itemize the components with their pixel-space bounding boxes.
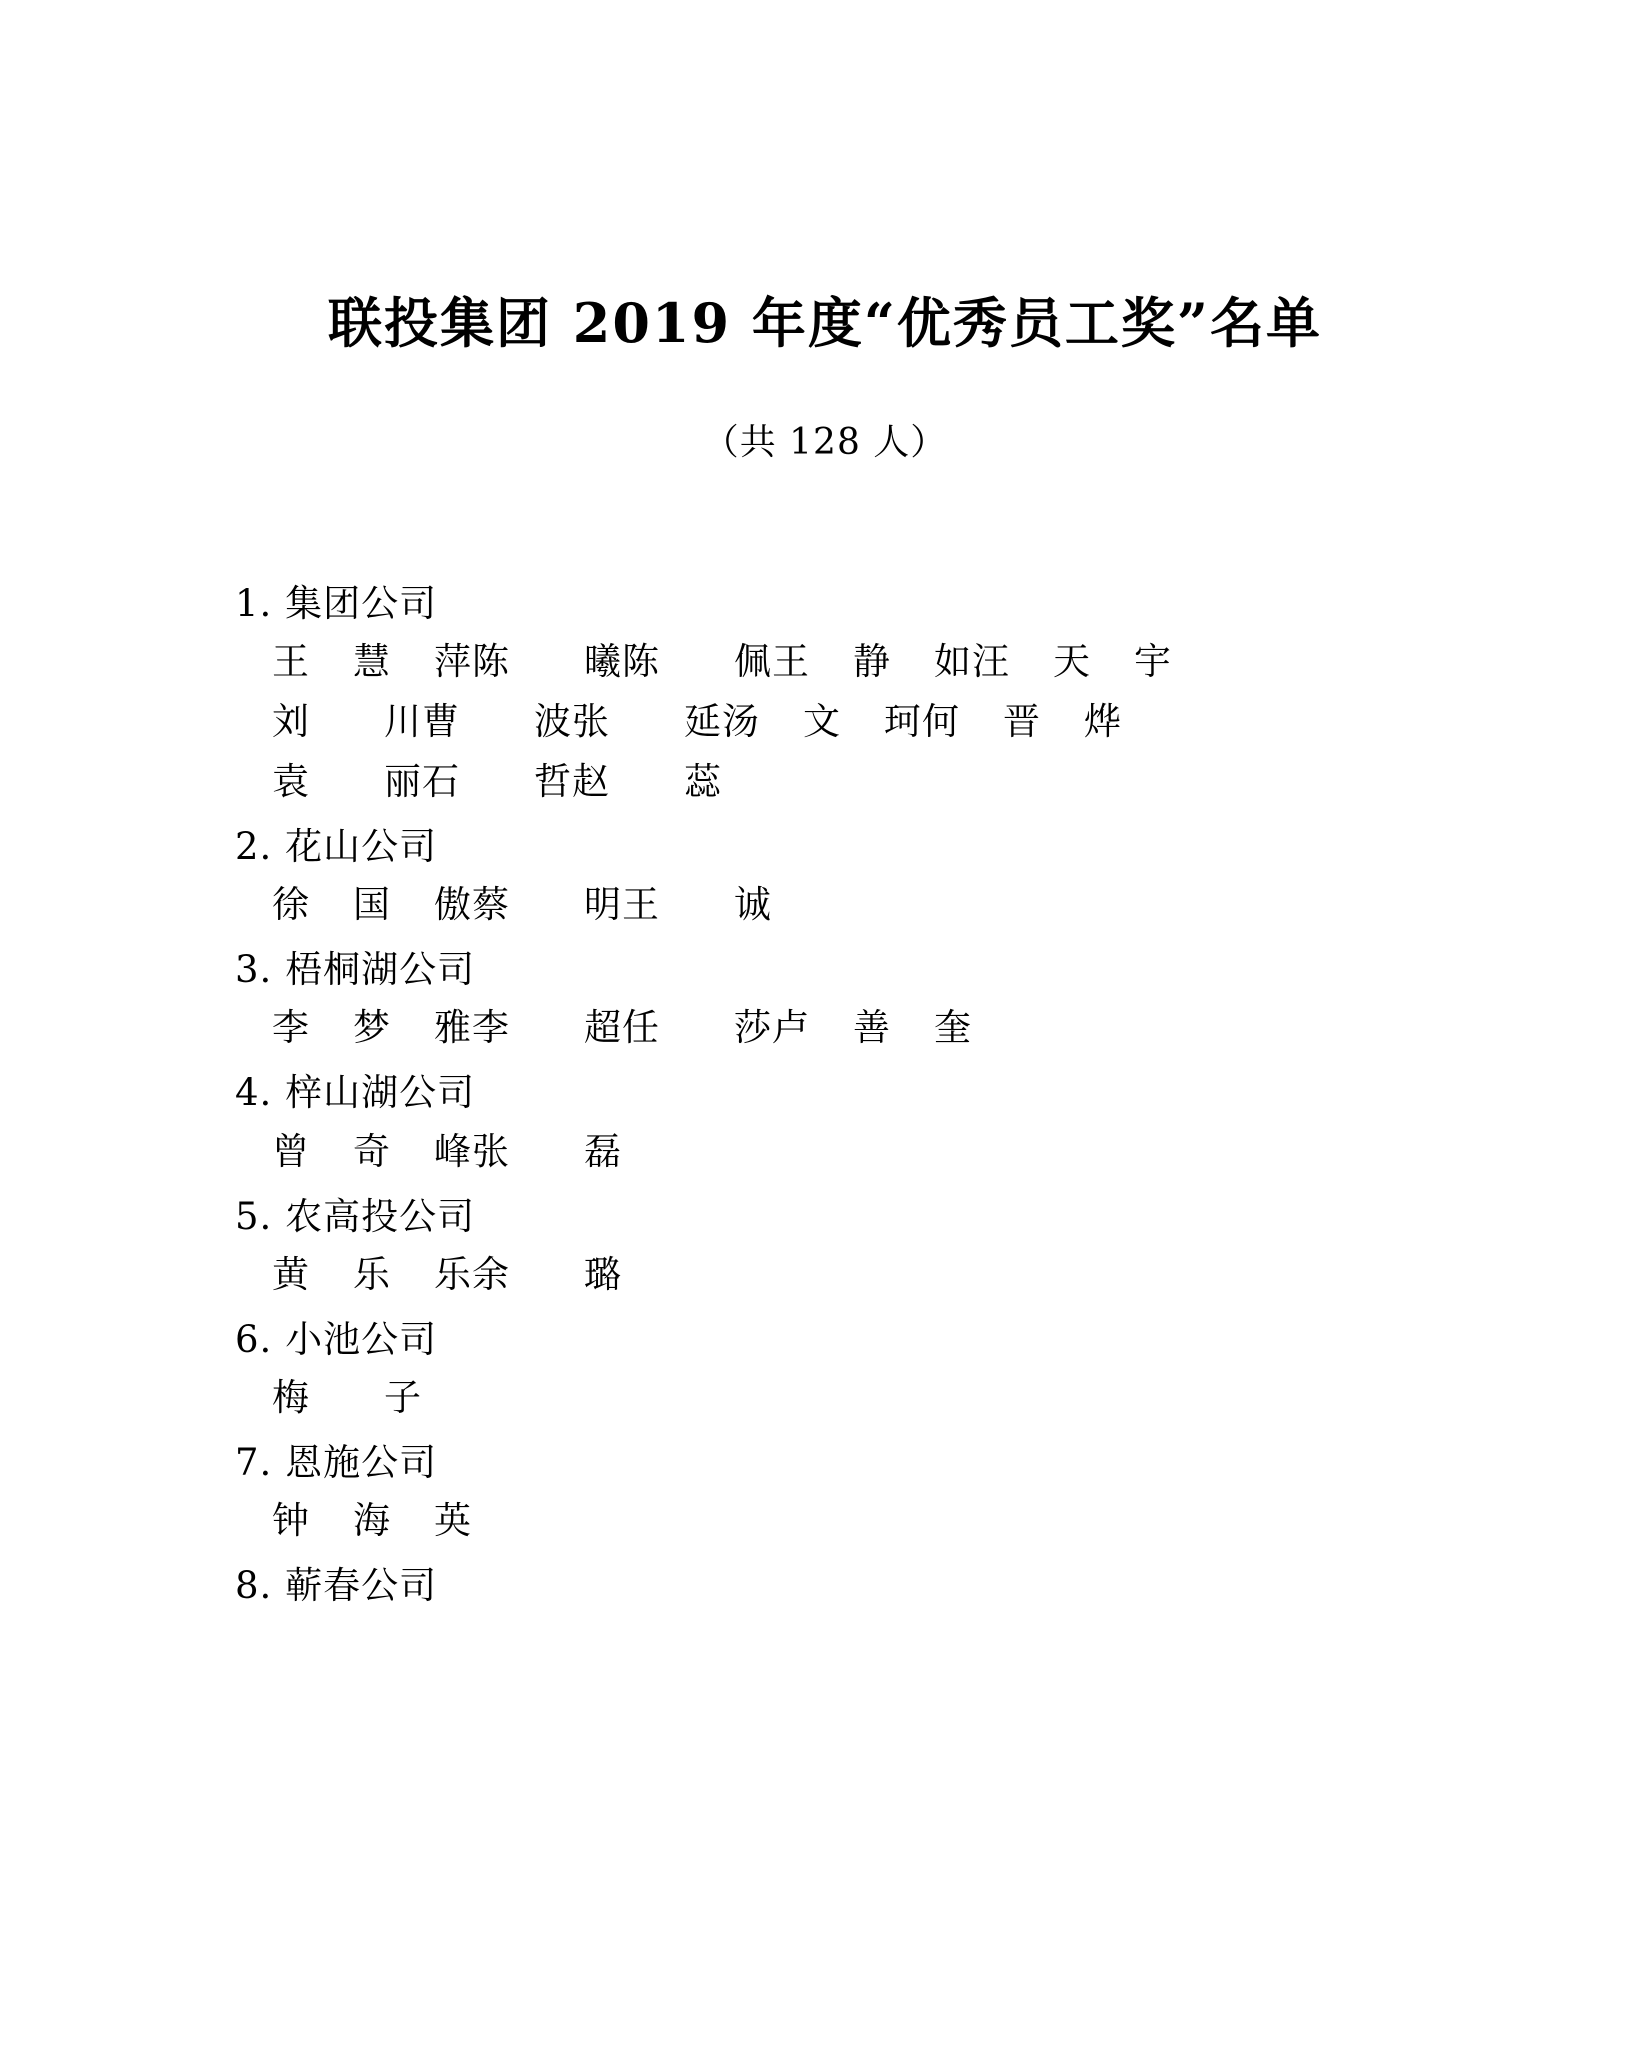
person-name: 何晋烨: [922, 699, 1122, 743]
name-cell: [272, 998, 472, 1058]
person-name: 赵蕊: [572, 759, 722, 803]
name-row: [180, 998, 1470, 1058]
name-cell: [272, 632, 472, 692]
name-cell: [572, 692, 722, 752]
name-cell: [472, 875, 622, 935]
name-cell: [472, 1122, 622, 1182]
name-cell: [272, 875, 472, 935]
page-subtitle: （共 128 人）: [702, 421, 948, 463]
name-cell: [572, 752, 722, 812]
section-heading: 1. 集团公司: [235, 581, 438, 625]
section-heading: 2. 花山公司: [235, 824, 438, 868]
name-cell: [272, 1245, 472, 1305]
name-row: [180, 1368, 1470, 1428]
person-name: 汪天宇: [972, 639, 1172, 683]
person-name: 余璐: [472, 1252, 622, 1296]
list-section: [180, 941, 1470, 1058]
person-name: 李梦雅: [272, 1006, 472, 1050]
list-section: [180, 1434, 1470, 1551]
list-section: [180, 1557, 1470, 1614]
name-cell: [972, 632, 1172, 692]
page-title: 联投集团 2019 年度“优秀员工奖”名单: [327, 291, 1322, 355]
list-section: [180, 575, 1470, 812]
person-name: 陈佩: [622, 639, 772, 683]
person-name: 任莎: [622, 1006, 772, 1050]
section-heading: 6. 小池公司: [235, 1317, 438, 1361]
person-name: 李超: [472, 1006, 622, 1050]
section-heading: 5. 农高投公司: [235, 1194, 476, 1238]
name-cell: [722, 692, 922, 752]
name-cell: [272, 1491, 472, 1551]
person-name: 钟海英: [272, 1499, 472, 1543]
person-name: 王慧萍: [272, 639, 472, 683]
name-list-body: [180, 575, 1470, 1615]
person-name: 张磊: [472, 1129, 622, 1173]
person-name: 袁丽: [272, 759, 422, 803]
person-name: 蔡明: [472, 883, 622, 926]
name-cell: [272, 1122, 472, 1182]
section-heading: 7. 恩施公司: [235, 1441, 438, 1485]
name-row: [180, 875, 1470, 935]
section-heading: 4. 梓山湖公司: [235, 1071, 476, 1115]
list-section: [180, 1064, 1470, 1181]
name-row: [180, 752, 1470, 812]
person-name: 卢善奎: [772, 1006, 972, 1050]
person-name: 梅子: [272, 1376, 422, 1420]
person-name: 汤文珂: [722, 699, 922, 743]
name-cell: [472, 1245, 622, 1305]
name-cell: [622, 875, 772, 935]
name-cell: [422, 692, 572, 752]
person-name: 王诚: [622, 883, 772, 926]
name-cell: [472, 998, 622, 1058]
person-name: 徐国傲: [272, 883, 472, 926]
list-section: [180, 1311, 1470, 1428]
person-name: 曹波: [422, 699, 572, 743]
name-cell: [272, 752, 422, 812]
name-cell: [422, 752, 572, 812]
name-row: [180, 1491, 1470, 1551]
person-name: 陈曦: [472, 639, 622, 683]
name-cell: [772, 998, 972, 1058]
name-cell: [772, 632, 972, 692]
name-row: [180, 632, 1470, 692]
list-section: [180, 1188, 1470, 1305]
person-name: 王静如: [772, 639, 972, 683]
name-cell: [272, 692, 422, 752]
name-row: [180, 692, 1470, 752]
name-cell: [472, 632, 622, 692]
name-row: [180, 1245, 1470, 1305]
person-name: 曾奇峰: [272, 1129, 472, 1173]
person-name: 刘川: [272, 699, 422, 743]
name-cell: [922, 692, 1122, 752]
name-row: [180, 1122, 1470, 1182]
section-heading: 8. 蕲春公司: [235, 1564, 438, 1608]
person-name: 张延: [572, 699, 722, 743]
name-cell: [622, 632, 772, 692]
person-name: 石哲: [422, 759, 572, 803]
name-cell: [272, 1368, 422, 1428]
section-heading: 3. 梧桐湖公司: [235, 947, 476, 991]
name-cell: [622, 998, 772, 1058]
list-section: [180, 818, 1470, 935]
person-name: 黄乐乐: [272, 1252, 472, 1296]
